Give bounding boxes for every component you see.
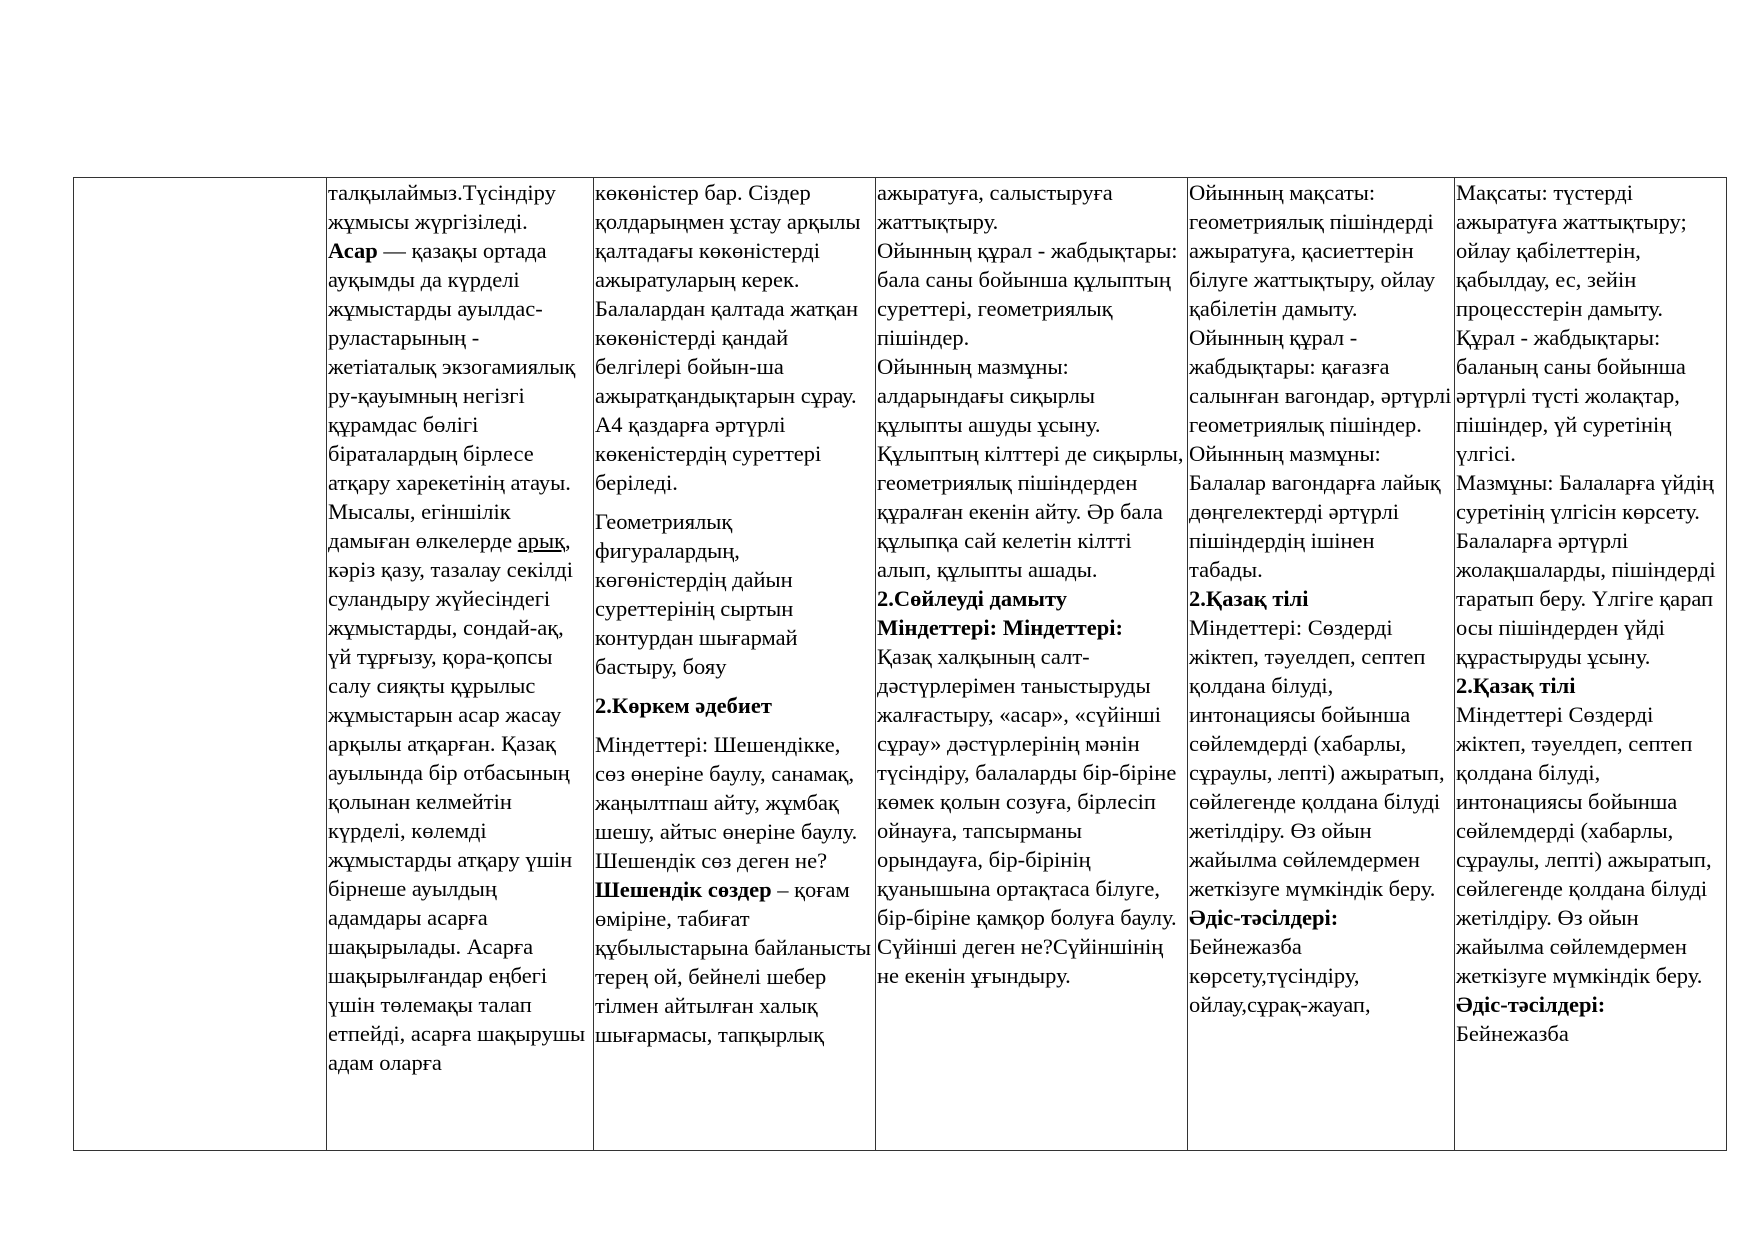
section-heading: 2.Сөйлеуді дамыту <box>877 586 1068 611</box>
asar-term: Асар <box>328 238 378 263</box>
methods-heading: Әдіс-тәсілдері: <box>1456 992 1606 1017</box>
empty-first-column-cell <box>74 178 327 1151</box>
section-heading: 2.Қазақ тілі <box>1456 673 1576 698</box>
text-paragraph: Ойынның құрал - жабдықтары: қағазға салынған вагондар, әртүрлі геометриялық пішіндер. <box>1189 325 1452 437</box>
oratory-paragraph: Шешендік сөздер – қоғам өміріне, табиғат құбылыстарына байланысты терең ой, бейнелі шебер тілмен айтылған халық шығармасы, тапқырлық <box>595 877 871 1047</box>
text-paragraph: Геометриялық фигуралардың, көгөністердің дайын суреттерінің сыртын контурдан шығармай бастыру, бояу <box>595 509 798 679</box>
text-paragraph: Міндеттері: Шешендікке, сөз өнеріне баулу, санамақ, жаңылтпаш айту, жұмбақ шешу, айтыс өнеріне баулу. Шешендік сөз деген не? <box>595 732 858 873</box>
text-paragraph: Ойынның мақсаты: геометриялық пішіндерді ажыратуға, қасиеттерін білуге жаттықтыру, ойлау қабілетін дамыту. <box>1189 180 1436 321</box>
text-paragraph: Қазақ халқының салт-дәстүрлерімен таныстыруды жалғастыру, «асар», «сүйінші сұрау» дәстүрлерінің мәнін түсіндіру, балаларды бір-біріне көмек қолын созуға, бірлесіп ойнауға, тапсырманы орындауға, бір-бірінің қуанышына ортақтаса білуге, бір-біріне қамқор болуға баулу. Сүйінші деген не?Сүйіншінің не екенін ұғындыру. <box>877 644 1177 988</box>
asar-paragraph: Асар — қазақы ортада ауқымды да күрделі жұмыстарды ауылдас-руластарының - жетіаталық экзогамиялық ру-қауымның негізгі құрамдас бөлігі біраталардың бірлесе атқару харекетінің атауы. Мысалы, егіншілік дамыған өлкелерде арық, кәріз қазу, тазалау секілді суландыру жүйесіндегі жұмыстарды, сондай-ақ, үй тұрғызу, қора-қопсы салу сияқты құрылыс жұмыстарын асар жасау арқылы атқарған. Қазақ ауылында бір отбасының қолынан келмейтін күрделі, көлемді жұмыстарды атқару үшін бірнеше ауылдың адамдары асарға шақырылады. Асарға шақырылғандар еңбегі үшін төлемақы талап етпейді, асарға шақырушы адам оларға <box>328 238 586 1075</box>
table-cell-wagon-game <box>1188 178 1455 1151</box>
text-paragraph: Бейнежазба көрсету,түсіндіру, ойлау,сұрақ-жауап, <box>1189 934 1371 1017</box>
section-heading: 2.Көркем әдебиет <box>595 693 772 718</box>
oratory-term: Шешендік сөздер <box>595 877 772 902</box>
text-paragraph: Ойынның құрал - жабдықтары: бала саны бойынша құлыптың суреттері, геометриялық пішіндер. <box>877 238 1178 350</box>
section-heading: 2.Қазақ тілі <box>1189 586 1309 611</box>
table-cell-house-game <box>1455 178 1727 1151</box>
text-paragraph: Ойынның мазмұны: алдарындағы сиқырлы құлыпты ашуды ұсыну. Құлыптың кілттері де сиқырлы, геометриялық пішіндерден құралған екенін айту. Әр бала құлыпқа сай келетін кілтті алып, құлыпты ашады. <box>877 354 1184 582</box>
text-paragraph: Бейнежазба <box>1456 1021 1569 1046</box>
lesson-plan-table <box>73 177 1727 1151</box>
text-paragraph: Ойынның мазмұны: Балалар вагондарға лайық дөңгелектерді әртүрлі пішіндердің ішінен табады. <box>1189 441 1441 582</box>
text-paragraph: талқылаймыз.Түсіндіру жұмысы жүргізіледі. <box>328 180 556 234</box>
text-paragraph: Мақсаты: түстерді ажыратуға жаттықтыру; ойлау қабілеттерін, қабылдау, ес, зейін процесстерін дамыту. <box>1456 180 1687 321</box>
methods-heading: Әдіс-тәсілдері: <box>1189 905 1339 930</box>
text-paragraph: Мазмұны: Балаларға үйдің суретінің үлгісін көрсету. Балаларға әртүрлі жолақшаларды, пішіндерді таратып беру. Үлгіге қарап осы пішіндерден үйді құрастыруды ұсыну. <box>1456 470 1716 669</box>
text-paragraph: көкөністер бар. Сіздер қолдарыңмен ұстау арқылы қалтадағы көкөністерді ажыратуларың керек. Балалардан қалтада жатқан көкөністерді қандай белгілері бойын-ша ажыратқандықтарын сұрау. А4 қаздарға әртүрлі көкеністердің суреттері беріледі. <box>595 180 861 495</box>
table-row <box>74 178 1727 1151</box>
table-cell-asar <box>327 178 594 1151</box>
text-paragraph: Міндеттері: Сөздерді жіктеп, тәуелдеп, септеп қолдана білуді, интонациясы бойынша сөйлемдерді (хабарлы, сұраулы, лепті) ажыратып, сөйлегенде қолдана білуді жетілдіру. Өз ойын жайылма сөйлемдермен жеткізуге мүмкіндік беру. <box>1189 615 1445 901</box>
text-paragraph: Міндеттері Сөздерді жіктеп, тәуелдеп, септеп қолдана білуді, интонациясы бойынша сөйлемдерді (хабарлы, сұраулы, лепті) ажыратып, сөйлегенде қолдана білуді жетілдіру. Өз ойын жайылма сөйлемдермен жеткізуге мүмкіндік беру. <box>1456 702 1712 988</box>
section-subheading: Міндеттері: Міндеттері: <box>877 615 1123 640</box>
table-cell-lock-game <box>876 178 1188 1151</box>
aryk-link[interactable]: арық <box>517 528 566 553</box>
text-paragraph: Құрал - жабдықтары: баланың саны бойынша әртүрлі түсті жолақтар, пішіндер, үй суретінің үлгісі. <box>1456 325 1686 466</box>
table-cell-vegetables <box>594 178 876 1151</box>
text-paragraph: ажыратуға, салыстыруға жаттықтыру. <box>877 180 1113 234</box>
